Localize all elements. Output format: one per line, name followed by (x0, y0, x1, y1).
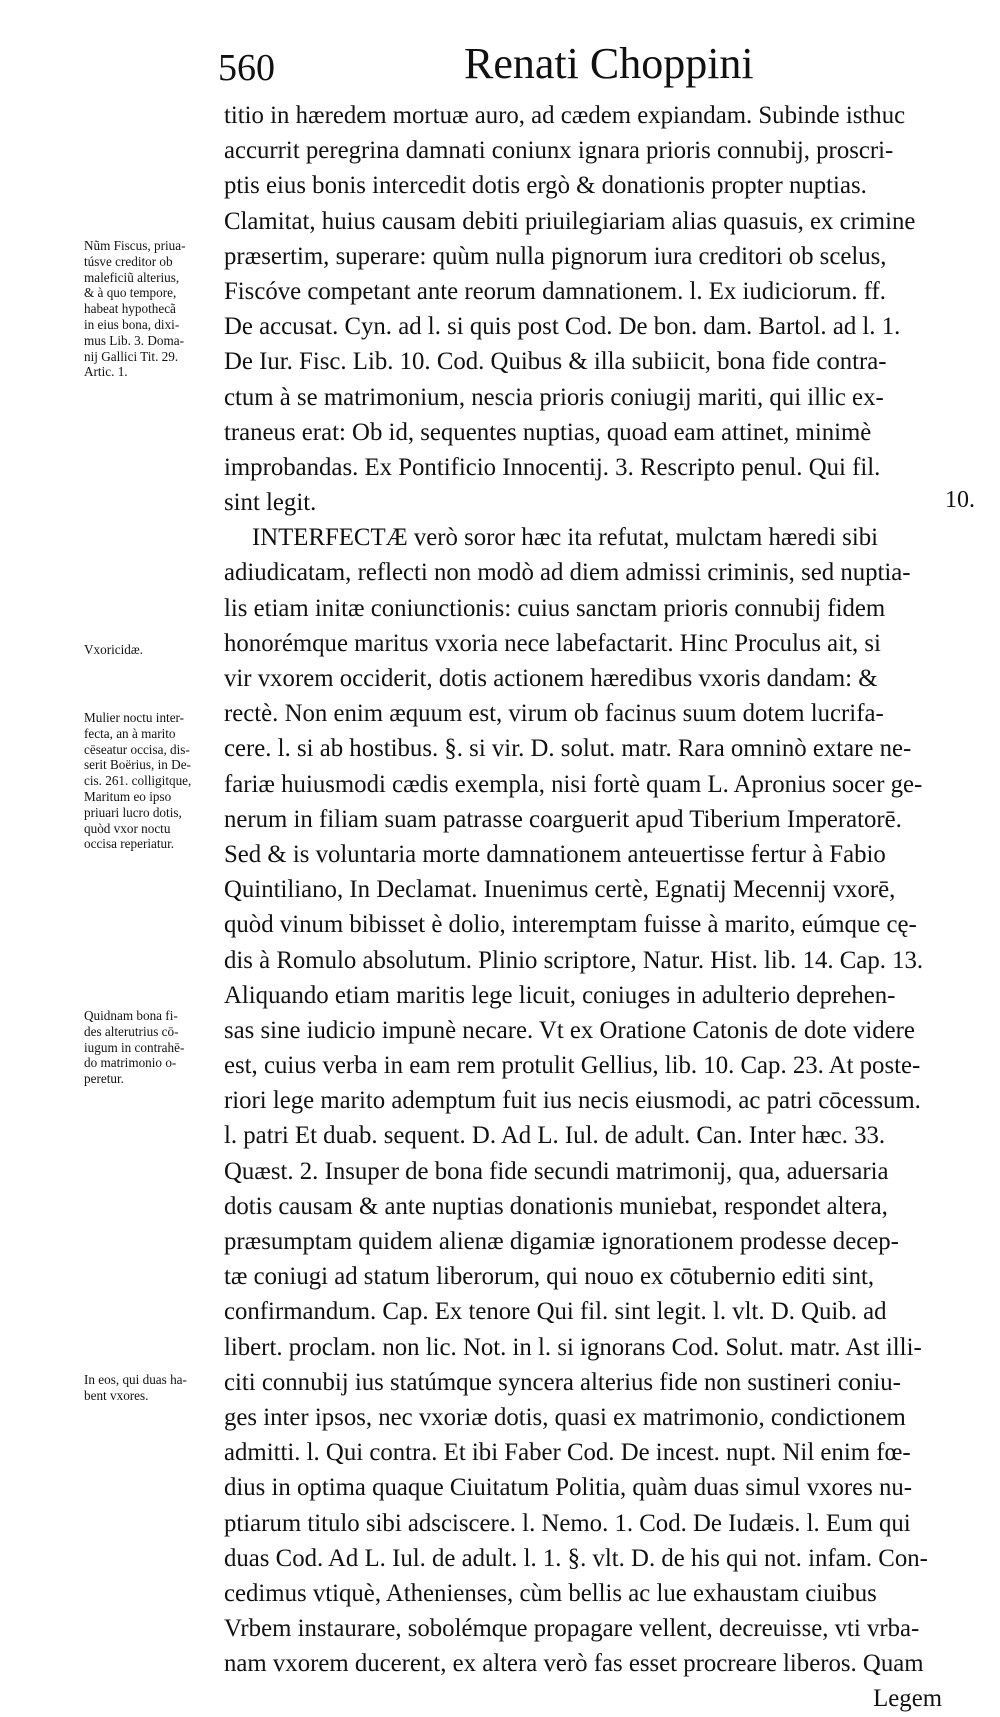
margin-note-mulier (84, 710, 226, 852)
body-line: fariæ huiusmodi cædis exempla, nisi fortè quam L. Apronius socer ge- (224, 770, 923, 798)
body-line: nam vxorem ducerent, ex altera verò fas esset procreare liberos. Quam (224, 1650, 924, 1678)
body-line: Sed & is voluntaria morte damnationem anteuertisse fertur à Fabio (224, 840, 886, 868)
margin-note-line: habeat hypothecã (84, 301, 176, 317)
body-line: ptis eius bonis intercedit dotis ergò & donationis propter nuptias. (224, 172, 867, 200)
margin-note-line: nij Gallici Tit. 29. (84, 348, 179, 364)
margin-note-line: Nũm Fiscus, priua- (84, 238, 186, 253)
margin-note-line: peretur. (84, 1071, 124, 1087)
body-line: duas Cod. Ad L. Iul. de adult. l. 1. §. vlt. D. de his qui not. infam. Con- (224, 1544, 928, 1572)
body-line: titio in hæredem mortuæ auro, ad cædem expiandam. Subinde isthuc (224, 102, 906, 129)
body-line: Aliquando etiam maritis lege licuit, coniuges in adulterio deprehen- (224, 981, 896, 1009)
margin-note-line: priuari lucro dotis, (84, 804, 182, 820)
body-line: ptiarum titulo sibi adsciscere. l. Nemo. 1. Cod. De Iudæis. l. Eum qui (224, 1509, 911, 1537)
running-title: Renati Choppini (464, 39, 754, 88)
body-line: accurrit peregrina damnati coniunx ignara prioris connubij, proscri- (224, 137, 894, 165)
margin-note-line: In eos, qui duas ha- (84, 1372, 187, 1387)
body-line: Fiscóve competant ante reorum damnationem. l. Ex iudiciorum. ff. (224, 277, 886, 305)
body-line: sint legit. (224, 489, 317, 517)
page-number: 560 (218, 47, 275, 89)
body-line: cedimus vtiquè, Athenienses, cùm bellis ac lue exhaustam ciuibus (224, 1579, 877, 1607)
margin-note-fiscus (84, 238, 226, 380)
body-line: lis etiam initæ coniunctionis: cuius sanctam prioris connubij fidem (224, 594, 886, 622)
paragraph-start-line: INTERFECTÆ verò soror hæc ita refutat, mulctam hæredi sibi (252, 524, 879, 552)
body-line: ges inter ipsos, nec vxoriæ dotis, quasi ex matrimonio, condictionem (224, 1403, 906, 1431)
body-line: De Iur. Fisc. Lib. 10. Cod. Quibus & illa subiicit, bona fide contra- (224, 348, 887, 376)
body-line: præsumptam quidem alienæ digamiæ ignorationem prodesse decep- (224, 1228, 899, 1255)
margin-note-vxoricidae (84, 642, 226, 658)
body-line: admitti. l. Qui contra. Et ibi Faber Cod. De incest. nupt. Nil enim fœ- (224, 1439, 911, 1467)
margin-note-line: fecta, an à marito (84, 725, 176, 741)
body-line: confirmandum. Cap. Ex tenore Qui fil. sint legit. l. vlt. D. Quib. ad (224, 1298, 887, 1326)
margin-note-line: bent vxores. (84, 1387, 149, 1403)
margin-note-line: des alterutrius cō- (84, 1023, 179, 1039)
body-line: adiudicatam, reflecti non modò ad diem admissi criminis, sed nuptia- (224, 559, 911, 587)
body-line: citi connubij ius statúmque syncera alterius fide non sustineri coniu- (224, 1368, 901, 1396)
margin-note-line: maleficiũ alterius, (84, 269, 180, 285)
body-line: vir vxorem occiderit, dotis actionem hæredibus vxoris dandam: & (224, 665, 878, 692)
catchword: Legem (873, 1685, 942, 1713)
body-line: Clamitat, huius causam debiti priuilegiariam alias quasuis, ex crimine (224, 207, 916, 235)
body-line: nerum in filiam suam patrasse coarguerit apud Tiberium Imperatorē. (224, 805, 902, 833)
body-line: Quæst. 2. Insuper de bona fide secundi matrimonij, qua, aduersaria (224, 1157, 889, 1185)
margin-note-line: do matrimonio o- (84, 1055, 177, 1071)
body-line: libert. proclam. non lic. Not. in l. si ignorans Cod. Solut. matr. Ast illi- (224, 1333, 922, 1361)
margin-note-line: Maritum eo ipso (84, 788, 172, 804)
body-line: rectè. Non enim æquum est, virum ob facinus suum dotem lucrifa- (224, 700, 884, 728)
body-line: ctum à se matrimonium, nescia prioris coniugij mariti, qui illic ex- (224, 383, 884, 411)
margin-note-line: Artic. 1. (84, 364, 128, 380)
body-line: De accusat. Cyn. ad l. si quis post Cod. De bon. dam. Bartol. ad l. 1. (224, 313, 901, 341)
body-line: Vrbem instaurare, sobolémque propagare vellent, decreuisse, vti vrba- (224, 1615, 920, 1643)
margin-note-line: Mulier noctu inter- (84, 710, 185, 725)
margin-note-duas-vxores (84, 1372, 226, 1404)
margin-note-line: serit Boërius, in De- (84, 757, 191, 773)
body-line: l. patri Et duab. sequent. D. Ad L. Iul. de adult. Can. Inter hæc. 33. (224, 1122, 886, 1150)
margin-note-line: cis. 261. colligitque, (84, 773, 192, 789)
body-line: riori lege marito ademptum fuit ius necis eiusmodi, ac patri cōcessum. (224, 1087, 921, 1115)
body-line: honorémque maritus vxoria nece labefactarit. Hinc Proculus ait, si (224, 629, 881, 657)
section-number: 10. (945, 487, 975, 513)
margin-note-line: iugum in contrahē- (84, 1039, 185, 1055)
body-line: quòd vinum bibisset è dolio, interemptam fuisse à marito, eúmque cę- (224, 911, 917, 939)
page-header (218, 38, 778, 98)
body-line: improbandas. Ex Pontificio Innocentij. 3. Rescripto penul. Qui fil. (224, 453, 881, 481)
body-line: dis à Romulo absolutum. Plinio scriptore, Natur. Hist. lib. 14. Cap. 13. (224, 946, 924, 974)
body-line: est, cuius verba in eam rem protulit Gellius, lib. 10. Cap. 23. At poste- (224, 1052, 921, 1080)
margin-note-bona-fides (84, 1008, 226, 1087)
body-line: Quintiliano, In Declamat. Inuenimus certè, Egnatij Mecennij vxorē, (224, 876, 896, 904)
margin-note-line: cēseatur occisa, dis- (84, 741, 190, 757)
margin-note-line: quòd vxor noctu (84, 820, 171, 836)
body-line: dius in optima quaque Ciuitatum Politia, quàm duas simul vxores nu- (224, 1474, 913, 1502)
body-line: sas sine iudicio impunè necare. Vt ex Oratione Catonis de dote videre (224, 1016, 915, 1044)
body-line: tæ coniugi ad statum liberorum, qui nouo ex cōtubernio editi sint, (224, 1263, 875, 1291)
body-line: cere. l. si ab hostibus. §. si vir. D. solut. matr. Rara omninò extare ne- (224, 735, 912, 763)
body-text (224, 98, 942, 1717)
margin-note-line: in eius bona, dixi- (84, 316, 180, 332)
margin-note-line: & à quo tempore, (84, 285, 177, 301)
body-line: dotis causam & ante nuptias donationis muniebat, respondet altera, (224, 1192, 888, 1220)
margin-note-line: Quidnam bona fi- (84, 1008, 178, 1023)
body-line: præsertim, superare: quùm nulla pignorum iura creditori ob scelus, (224, 242, 887, 270)
margin-note-line: mus Lib. 3. Doma- (84, 332, 184, 348)
margin-note-line: occisa reperiatur. (84, 836, 175, 852)
body-line: traneus erat: Ob id, sequentes nuptias, quoad eam attinet, minimè (224, 418, 872, 446)
margin-note-line: Vxoricidæ. (84, 642, 143, 657)
margin-note-line: túsve creditor ob (84, 253, 173, 269)
